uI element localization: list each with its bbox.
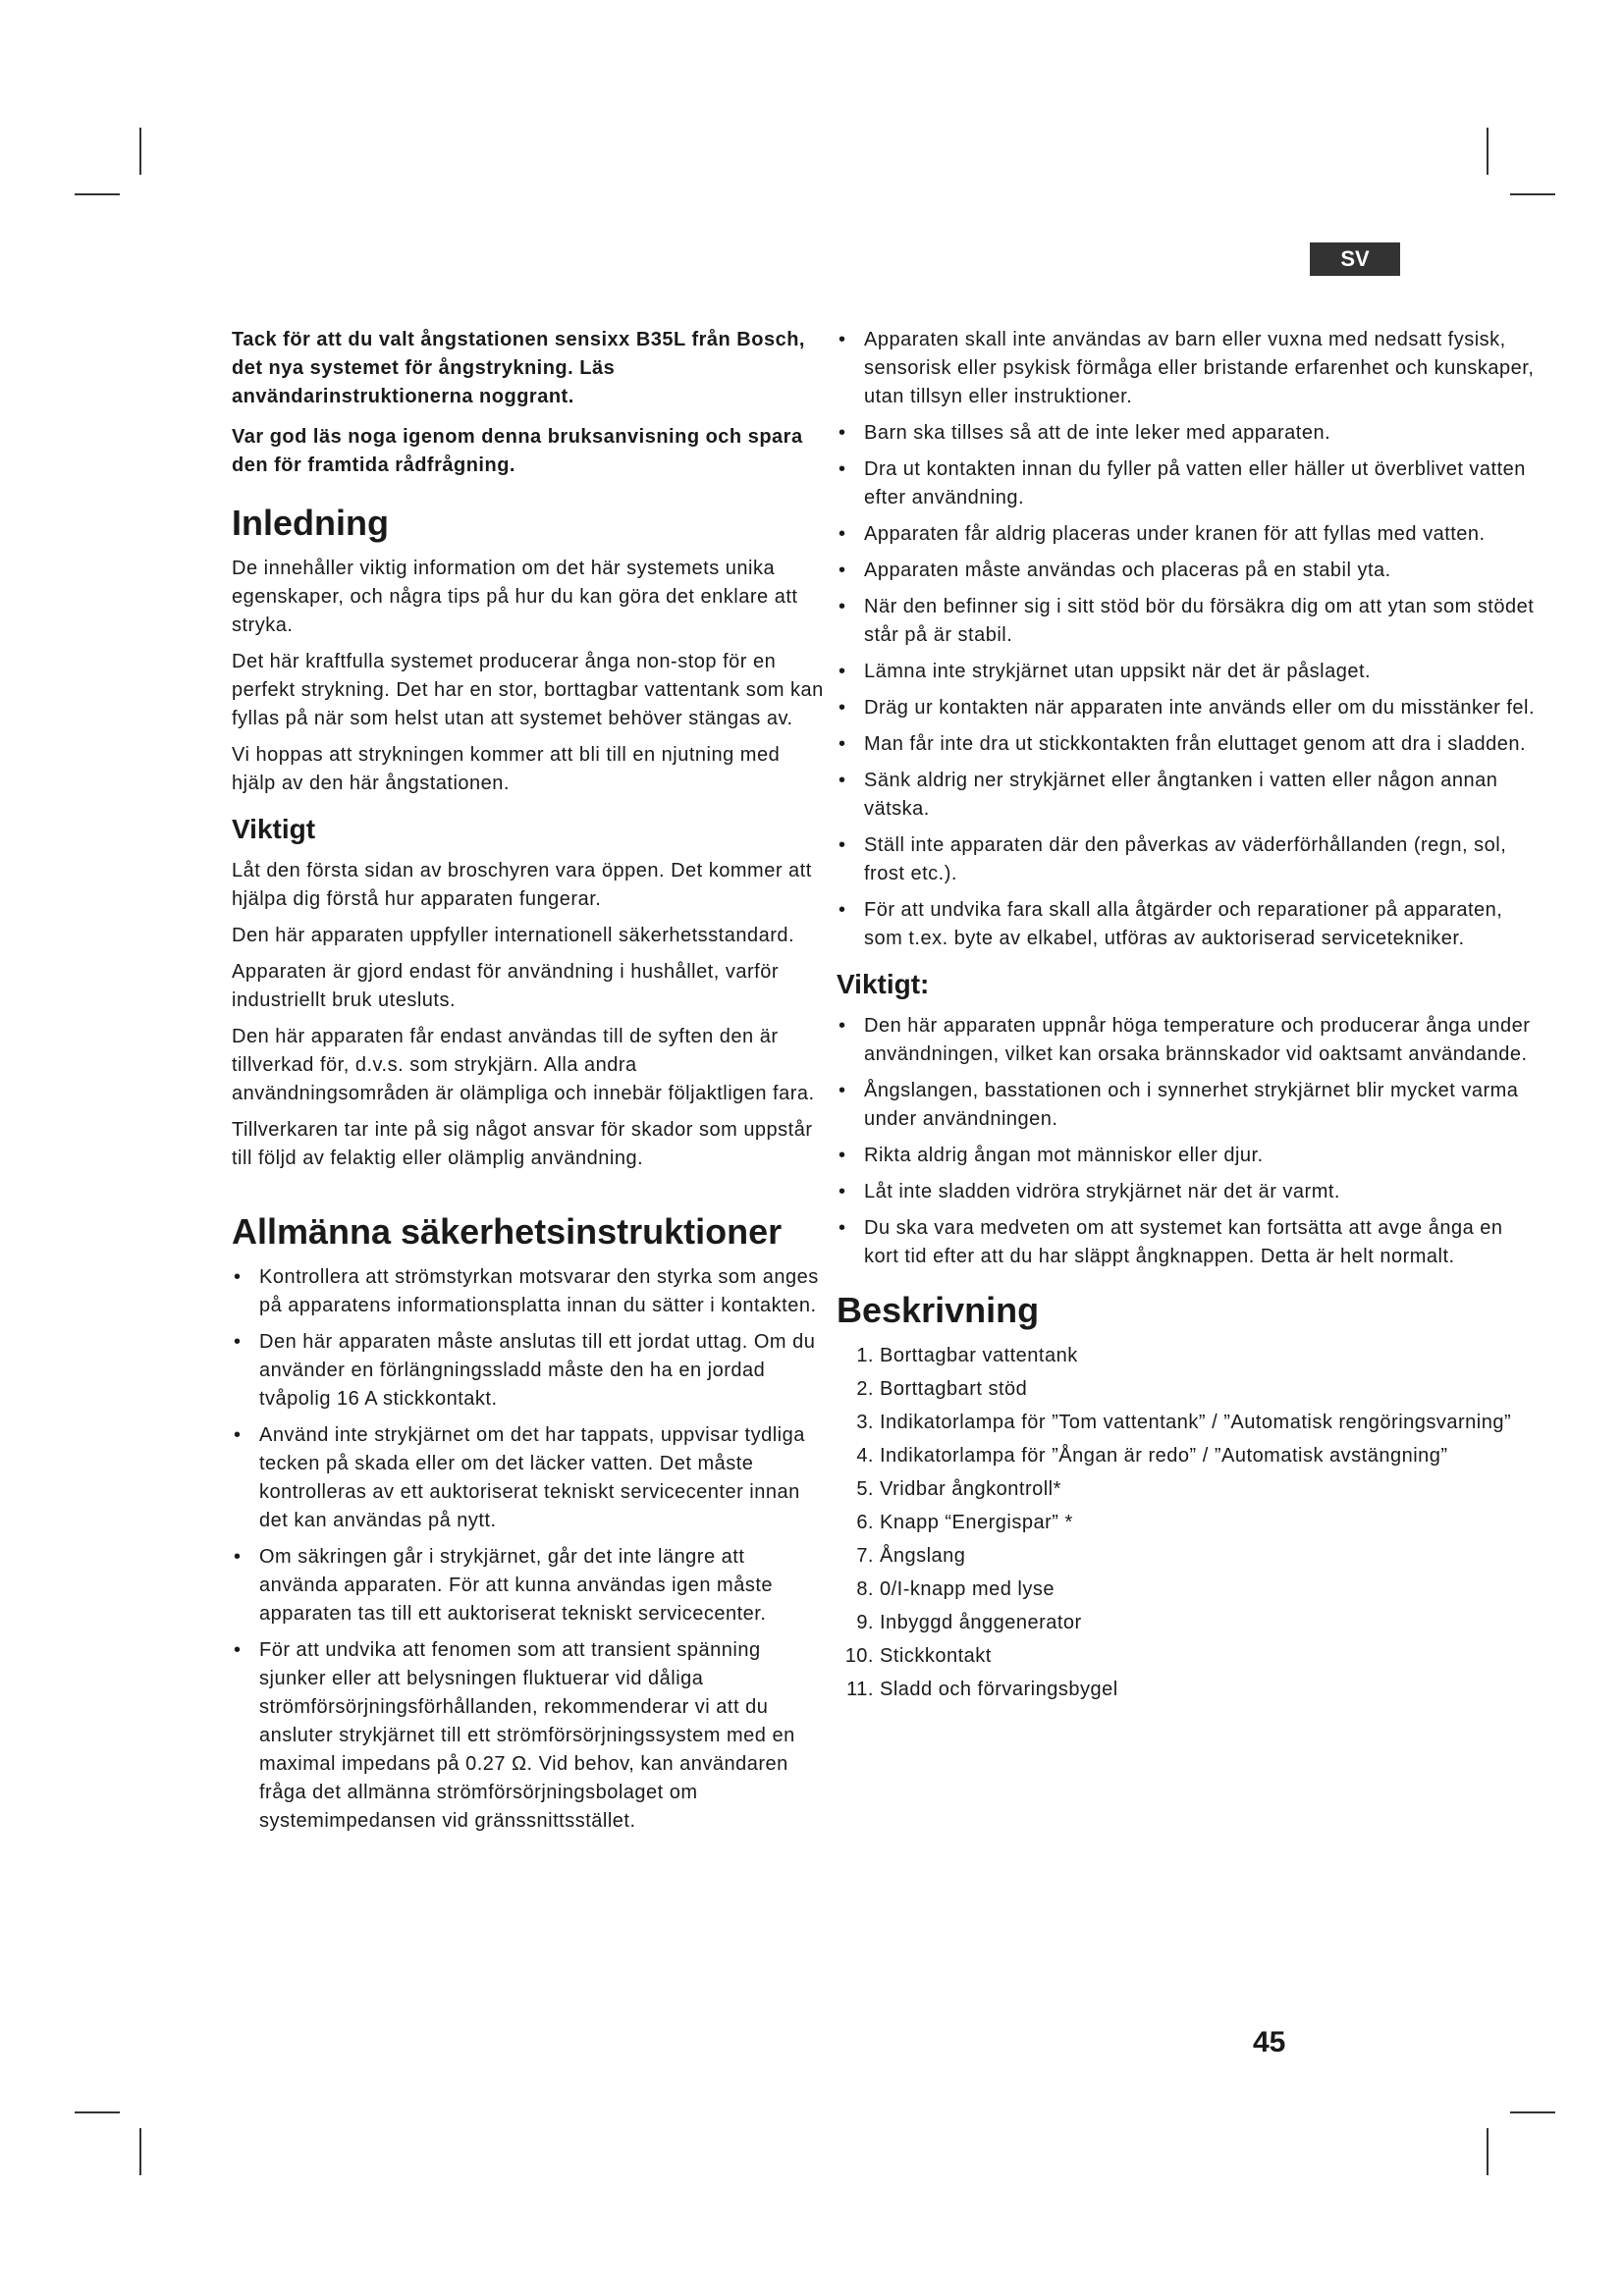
list-item-text: Ställ inte apparaten där den påverkas av väderförhållanden (regn, sol, frost etc.).: [864, 834, 1507, 884]
parts-list-item: [837, 1642, 1536, 1671]
bullet-icon: •: [839, 329, 846, 350]
paragraph: Det här kraftfulla systemet producerar ånga non-stop för en perfekt strykning. Det har en stor, borttagbar vattentank som kan fyllas på när som helst utan att systemet behöver stängas av.: [232, 651, 824, 729]
list-item: [837, 520, 1536, 549]
list-item: [837, 658, 1536, 686]
parts-list-item: [837, 1475, 1536, 1504]
bullet-icon: •: [234, 1546, 242, 1568]
crop-mark: [75, 2111, 120, 2113]
intro-paragraph: Var god läs noga igenom denna bruksanvisning och spara den för framtida rådfrågning.: [232, 426, 803, 476]
paragraph: Apparaten är gjord endast för användning i hushållet, varför industriellt bruk utesluts.: [232, 961, 780, 1011]
list-item: [837, 1142, 1536, 1170]
list-item: [232, 1328, 825, 1414]
parts-list-item: [837, 1575, 1536, 1604]
crop-mark: [1510, 2111, 1555, 2113]
item-text: Borttagbar vattentank: [880, 1345, 1078, 1366]
item-text: 0/I-knapp med lyse: [880, 1578, 1055, 1600]
list-item-text: När den befinner sig i sitt stöd bör du försäkra dig om att ytan som stödet står på är stabil.: [864, 596, 1535, 646]
warning-list: [837, 1012, 1536, 1271]
section-heading-beskrivning: Beskrivning: [837, 1290, 1040, 1330]
parts-list-item: [837, 1375, 1536, 1404]
bullet-icon: •: [234, 1266, 242, 1288]
parts-list-item: [837, 1509, 1536, 1537]
parts-list-item: [837, 1409, 1536, 1437]
list-item: [837, 831, 1536, 888]
safety-list: [232, 1263, 825, 1836]
bullet-icon: •: [839, 697, 846, 719]
list-item-text: Apparaten skall inte användas av barn eller vuxna med nedsatt fysisk, sensorisk eller psykisk förmåga eller bristande erfarenhet och kunskaper, utan tillsyn eller instruktioner.: [864, 329, 1535, 407]
item-number: 4.: [856, 1445, 874, 1467]
list-item: [837, 1178, 1536, 1206]
bullet-icon: •: [234, 1331, 242, 1353]
paragraph: De innehåller viktig information om det här systemets unika egenskaper, och några tips på hur du kan göra det enklare att stryka.: [232, 558, 798, 636]
list-item: [837, 896, 1536, 953]
item-text: Vridbar ångkontroll*: [880, 1478, 1061, 1500]
bullet-icon: •: [839, 661, 846, 682]
paragraph: Den här apparaten får endast användas till de syften den är tillverkad för, d.v.s. som strykjärn. Alla andra användningsområden är olämpliga och innebär följaktligen fara.: [232, 1026, 815, 1104]
list-item-text: För att undvika fara skall alla åtgärder och reparationer på apparaten, som t.ex. byte av elkabel, utföras av auktoriserad servicetekniker.: [864, 899, 1503, 949]
list-item-text: Lämna inte strykjärnet utan uppsikt när det är påslaget.: [864, 661, 1372, 682]
page-number: 45: [1253, 2026, 1286, 2058]
list-item-text: Barn ska tillses så att de inte leker med apparaten.: [864, 422, 1331, 444]
list-item-text: Den här apparaten måste anslutas till ett jordat uttag. Om du använder en förlängningssladd måste den ha en jordad tvåpolig 16 A stickkontakt.: [259, 1331, 816, 1410]
list-item-text: Kontrollera att strömstyrkan motsvarar den styrka som anges på apparatens informationsplatta innan du sätter i kontakten.: [259, 1266, 819, 1316]
list-item-text: Ångslangen, basstationen och i synnerhet strykjärnet blir mycket varma under användningen.: [864, 1080, 1519, 1130]
list-item: [232, 1421, 825, 1535]
intro-paragraph: Tack för att du valt ångstationen sensixx B35L från Bosch, det nya systemet för ångstrykning. Läs användarinstruktionerna noggrant.: [232, 329, 805, 407]
list-item: [837, 730, 1536, 759]
list-item-text: Sänk aldrig ner strykjärnet eller ångtanken i vatten eller någon annan vätska.: [864, 770, 1498, 820]
list-item: [232, 1543, 825, 1629]
item-number: 6.: [856, 1512, 874, 1533]
bullet-icon: •: [839, 1015, 846, 1037]
safety-list-continued: [837, 326, 1536, 953]
bullet-icon: •: [839, 1181, 846, 1202]
bullet-icon: •: [839, 560, 846, 581]
bullet-icon: •: [234, 1424, 242, 1446]
list-item-text: Apparaten får aldrig placeras under kranen för att fyllas med vatten.: [864, 523, 1486, 545]
list-item: [837, 1012, 1536, 1069]
bullet-icon: •: [839, 523, 846, 545]
crop-mark: [139, 128, 141, 175]
paragraph: Tillverkaren tar inte på sig något ansvar för skador som uppstår till följd av felaktig eller olämplig användning.: [232, 1119, 813, 1169]
parts-list-item: [837, 1676, 1536, 1704]
list-item: [837, 767, 1536, 824]
item-number: 11.: [846, 1679, 874, 1700]
bullet-icon: •: [839, 596, 846, 617]
item-text: Indikatorlampa för ”Tom vattentank” / ”Automatisk rengöringsvarning”: [880, 1412, 1512, 1433]
paragraph: Vi hoppas att strykningen kommer att bli till en njutning med hjälp av den här ångstationen.: [232, 744, 781, 794]
item-text: Indikatorlampa för ”Ångan är redo” / ”Automatisk avstängning”: [880, 1445, 1448, 1467]
parts-list-item: [837, 1342, 1536, 1370]
list-item: [232, 1636, 825, 1836]
crop-mark: [139, 2128, 141, 2175]
bullet-icon: •: [839, 1080, 846, 1101]
list-item: [837, 455, 1536, 512]
list-item: [837, 1077, 1536, 1134]
bullet-icon: •: [839, 733, 846, 755]
right-column: [837, 326, 1536, 1709]
item-text: Stickkontakt: [880, 1645, 992, 1667]
item-number: 1.: [856, 1345, 874, 1366]
parts-list-item: [837, 1442, 1536, 1470]
parts-list-item: [837, 1542, 1536, 1571]
list-item-text: Rikta aldrig ångan mot människor eller djur.: [864, 1145, 1264, 1166]
section-heading-viktigt-2: Viktigt:: [837, 969, 930, 999]
crop-mark: [75, 193, 120, 195]
list-item-text: Apparaten måste användas och placeras på en stabil yta.: [864, 560, 1391, 581]
list-item-text: Den här apparaten uppnår höga temperature och producerar ånga under användningen, vilket kan orsaka brännskador vid oaktsamt användande.: [864, 1015, 1531, 1065]
paragraph: Den här apparaten uppfyller internationell säkerhetsstandard.: [232, 925, 795, 946]
item-text: Knapp “Energispar” *: [880, 1512, 1073, 1533]
parts-list-item: [837, 1609, 1536, 1637]
crop-mark: [1510, 193, 1555, 195]
list-item-text: Låt inte sladden vidröra strykjärnet när det är varmt.: [864, 1181, 1340, 1202]
bullet-icon: •: [839, 1217, 846, 1239]
section-heading-viktigt: Viktigt: [232, 814, 316, 844]
parts-list: [837, 1342, 1536, 1704]
item-number: 9.: [856, 1612, 874, 1633]
item-number: 8.: [856, 1578, 874, 1600]
list-item-text: Du ska vara medveten om att systemet kan fortsätta att avge ånga en kort tid efter att du har släppt ångknappen. Detta är helt normalt.: [864, 1217, 1503, 1267]
bullet-icon: •: [839, 422, 846, 444]
item-text: Sladd och förvaringsbygel: [880, 1679, 1118, 1700]
section-heading-safety: Allmänna säkerhetsinstruktioner: [232, 1211, 783, 1252]
list-item-text: För att undvika att fenomen som att transient spänning sjunker eller att belysningen fluktuerar vid dåliga strömförsörjningsförhållanden, rekommenderar vi att du ansluter strykjärnet till ett strömförsörjningssystem med en maximal impedans på 0.27 Ω. Vid behov, kan användaren fråga det allmänna strömförsörjningsbolaget om systemimpedansen vid gränssnittsstället.: [259, 1639, 795, 1832]
list-item-text: Man får inte dra ut stickkontakten från eluttaget genom att dra i sladden.: [864, 733, 1527, 755]
list-item: [837, 557, 1536, 585]
item-number: 10.: [844, 1645, 874, 1667]
list-item: [232, 1263, 825, 1320]
bullet-icon: •: [839, 458, 846, 480]
list-item-text: Dräg ur kontakten när apparaten inte används eller om du misstänker fel.: [864, 697, 1536, 719]
crop-mark: [1487, 128, 1489, 175]
item-number: 5.: [856, 1478, 874, 1500]
list-item-text: Om säkringen går i strykjärnet, går det inte längre att använda apparaten. För att kunna användas igen måste apparaten tas till ett auktoriserat tekniskt servicecenter.: [259, 1546, 774, 1625]
list-item-text: Dra ut kontakten innan du fyller på vatten eller häller ut överblivet vatten efter användning.: [864, 458, 1526, 508]
item-number: 3.: [856, 1412, 874, 1433]
paragraph: Låt den första sidan av broschyren vara öppen. Det kommer att hjälpa dig förstå hur apparaten fungerar.: [232, 860, 812, 910]
item-number: 7.: [856, 1545, 874, 1567]
item-text: Inbyggd ånggenerator: [880, 1612, 1082, 1633]
list-item: [837, 1214, 1536, 1271]
item-text: Ångslang: [880, 1545, 966, 1567]
list-item: [837, 419, 1536, 448]
bullet-icon: •: [839, 770, 846, 791]
language-tab: SV: [1310, 242, 1400, 276]
bullet-icon: •: [839, 834, 846, 856]
item-text: Borttagbart stöd: [880, 1378, 1028, 1400]
section-heading-inledning: Inledning: [232, 503, 389, 543]
list-item: [837, 326, 1536, 411]
bullet-icon: •: [839, 899, 846, 921]
bullet-icon: •: [234, 1639, 242, 1661]
list-item: [837, 694, 1536, 722]
left-column: [232, 326, 825, 1843]
item-number: 2.: [856, 1378, 874, 1400]
crop-mark: [1487, 2128, 1489, 2175]
list-item: [837, 593, 1536, 650]
list-item-text: Använd inte strykjärnet om det har tappats, uppvisar tydliga tecken på skada eller om det läcker vatten. Det måste kontrolleras av ett auktoriserat tekniskt servicecenter innan det kan användas på nytt.: [259, 1424, 805, 1531]
bullet-icon: •: [839, 1145, 846, 1166]
